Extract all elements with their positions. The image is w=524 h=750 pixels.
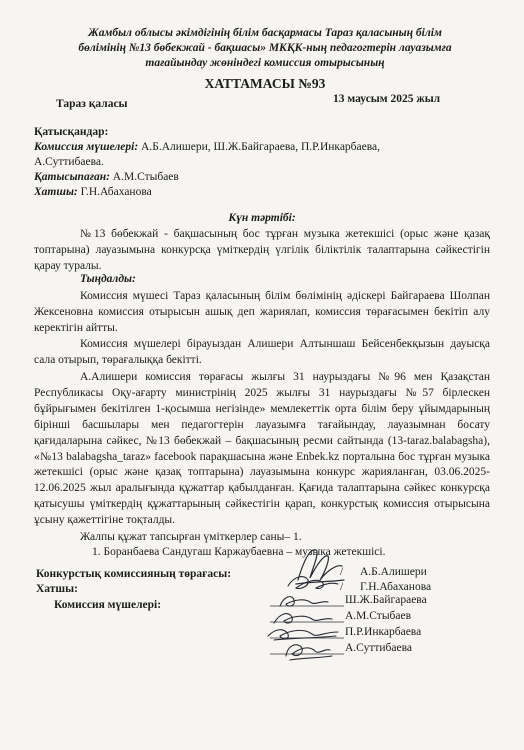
members-value: А.Б.Алишери, Ш.Ж.Байгараева, П.Р.Инкарбаева, (138, 141, 381, 153)
header-line-2: бөлімінің №13 бөбекжай - бақшасы» МКҚК-ның педагогтерін лауазымға (78, 42, 452, 54)
secretary-line (34, 186, 152, 198)
members-value-2: А.Суттибаева. (34, 156, 104, 168)
members-label: Комиссия мүшелері: (34, 141, 139, 153)
agenda-heading: Күн тәртібі: (228, 212, 296, 224)
heard-paragraph-1: Комиссия мүшесі Тараз қаласының білім бөлімінің әдіскері Байгараева Шолпан Жексеновна комиссия отырысын ашық деп жариялап, комиссия төрағасымен бекітіп алу керектігін айтты. (34, 290, 490, 334)
agenda-text: №13 бөбекжай - бақшасының бос тұрған музыка жетекшісі (орыс және қазақ топтарына) лауазымына конкурсқа үміткердің үлгілік біліктілік талаптарына сәйкестігін қарау туралы. (34, 228, 490, 272)
member-name-1: Ш.Ж.Байгараева (345, 594, 427, 606)
member-signature-3 (264, 622, 344, 646)
candidate-item: 1. Боранбаева Сандугаш Каржаубаевна – музыка жетекшісі. (92, 546, 386, 558)
member-signature-1 (274, 590, 334, 612)
secretary-value: Г.Н.Абаханова (77, 186, 152, 198)
member-name-3: П.Р.Инкарбаева (345, 626, 422, 638)
member-signature-4 (278, 636, 338, 664)
absent-value: А.М.Стыбаев (109, 171, 179, 183)
header-line-3: тағайындау жөніндегі комиссия отырысының (145, 57, 385, 69)
heard-paragraph-2: Комиссия мүшелері бірауыздан Алишери Алтыншаш Бейсенбекқызын дауысқа сала отырып, төрағалыққа бекітті. (34, 338, 490, 366)
absent-label: Қатысыпаған: (34, 171, 110, 183)
secretary-label: Хатшы: (34, 186, 78, 198)
heard-paragraph-3: А.Алишери комиссия төрағасы жылғы 31 наурыздағы №96 мен Қазақстан Республикасы Оқу-ағарту министрінің 2025 жылғы 31 наурыздағы №57 бірлескен бұйрығымен бекітілген 1-қосымша негізінде» мемлекеттік орта білім беру ұйымдарының бірінші басшылары мен педагогтерін лауазымға тағайындау, лауазымнан босату қағидаларына сәйкес, №13 бөбекжай – бақшасының ресми сайтында (13-taraz.balabagsha), «№13 balabagsha_taraz» facebook парақшасына және Enbek.kz порталына бос тұрған музыка жетекшісі (орыс және қазақ топтарына) лауазымына конкурс жарияланған, 03.06.2025-12.06.2025 жыл аралығында құжаттар қабылданған. Қағида талаптарына сәйкес конкурсқа қатысушы үміткердің құжаттарының сәйкестігін қарап, конкурстық комиссия отырысына ұсыну қажеттігіне тоқталды. (34, 371, 490, 527)
commission-members-label: Комиссия мүшелері: (54, 599, 162, 611)
member-signature-2 (270, 607, 340, 631)
members-line (34, 141, 380, 153)
chair-label: Конкурстық комиссияның төрағасы: (36, 568, 232, 580)
heard-heading: Тыңдалды: (80, 273, 136, 285)
header-line-1: Жамбыл облысы әкімдігінің білім басқармасы Тараз қаласының білім (88, 27, 442, 39)
secretary-signature (282, 568, 342, 598)
participants-heading: Қатысқандар: (34, 126, 109, 138)
heard-paragraph-4: Жалпы құжат тапсырған үміткерлер саны– 1. (80, 531, 302, 543)
absent-line (34, 171, 179, 183)
protocol-title: ХАТТАМАСЫ №93 (204, 76, 326, 91)
member-name-2: А.М.Стыбаев (345, 610, 412, 622)
member-name-4: А.Суттибаева (345, 642, 412, 654)
secretary-name: Г.Н.Абаханова (360, 581, 432, 593)
chair-name: А.Б.Алишери (360, 566, 427, 578)
secretary-sign-label: Хатшы: (36, 583, 78, 595)
date: 13 маусым 2025 жыл (333, 93, 441, 105)
secretary-slash: / (340, 581, 344, 593)
place: Тараз қаласы (56, 98, 128, 110)
chair-slash: / (340, 566, 344, 578)
